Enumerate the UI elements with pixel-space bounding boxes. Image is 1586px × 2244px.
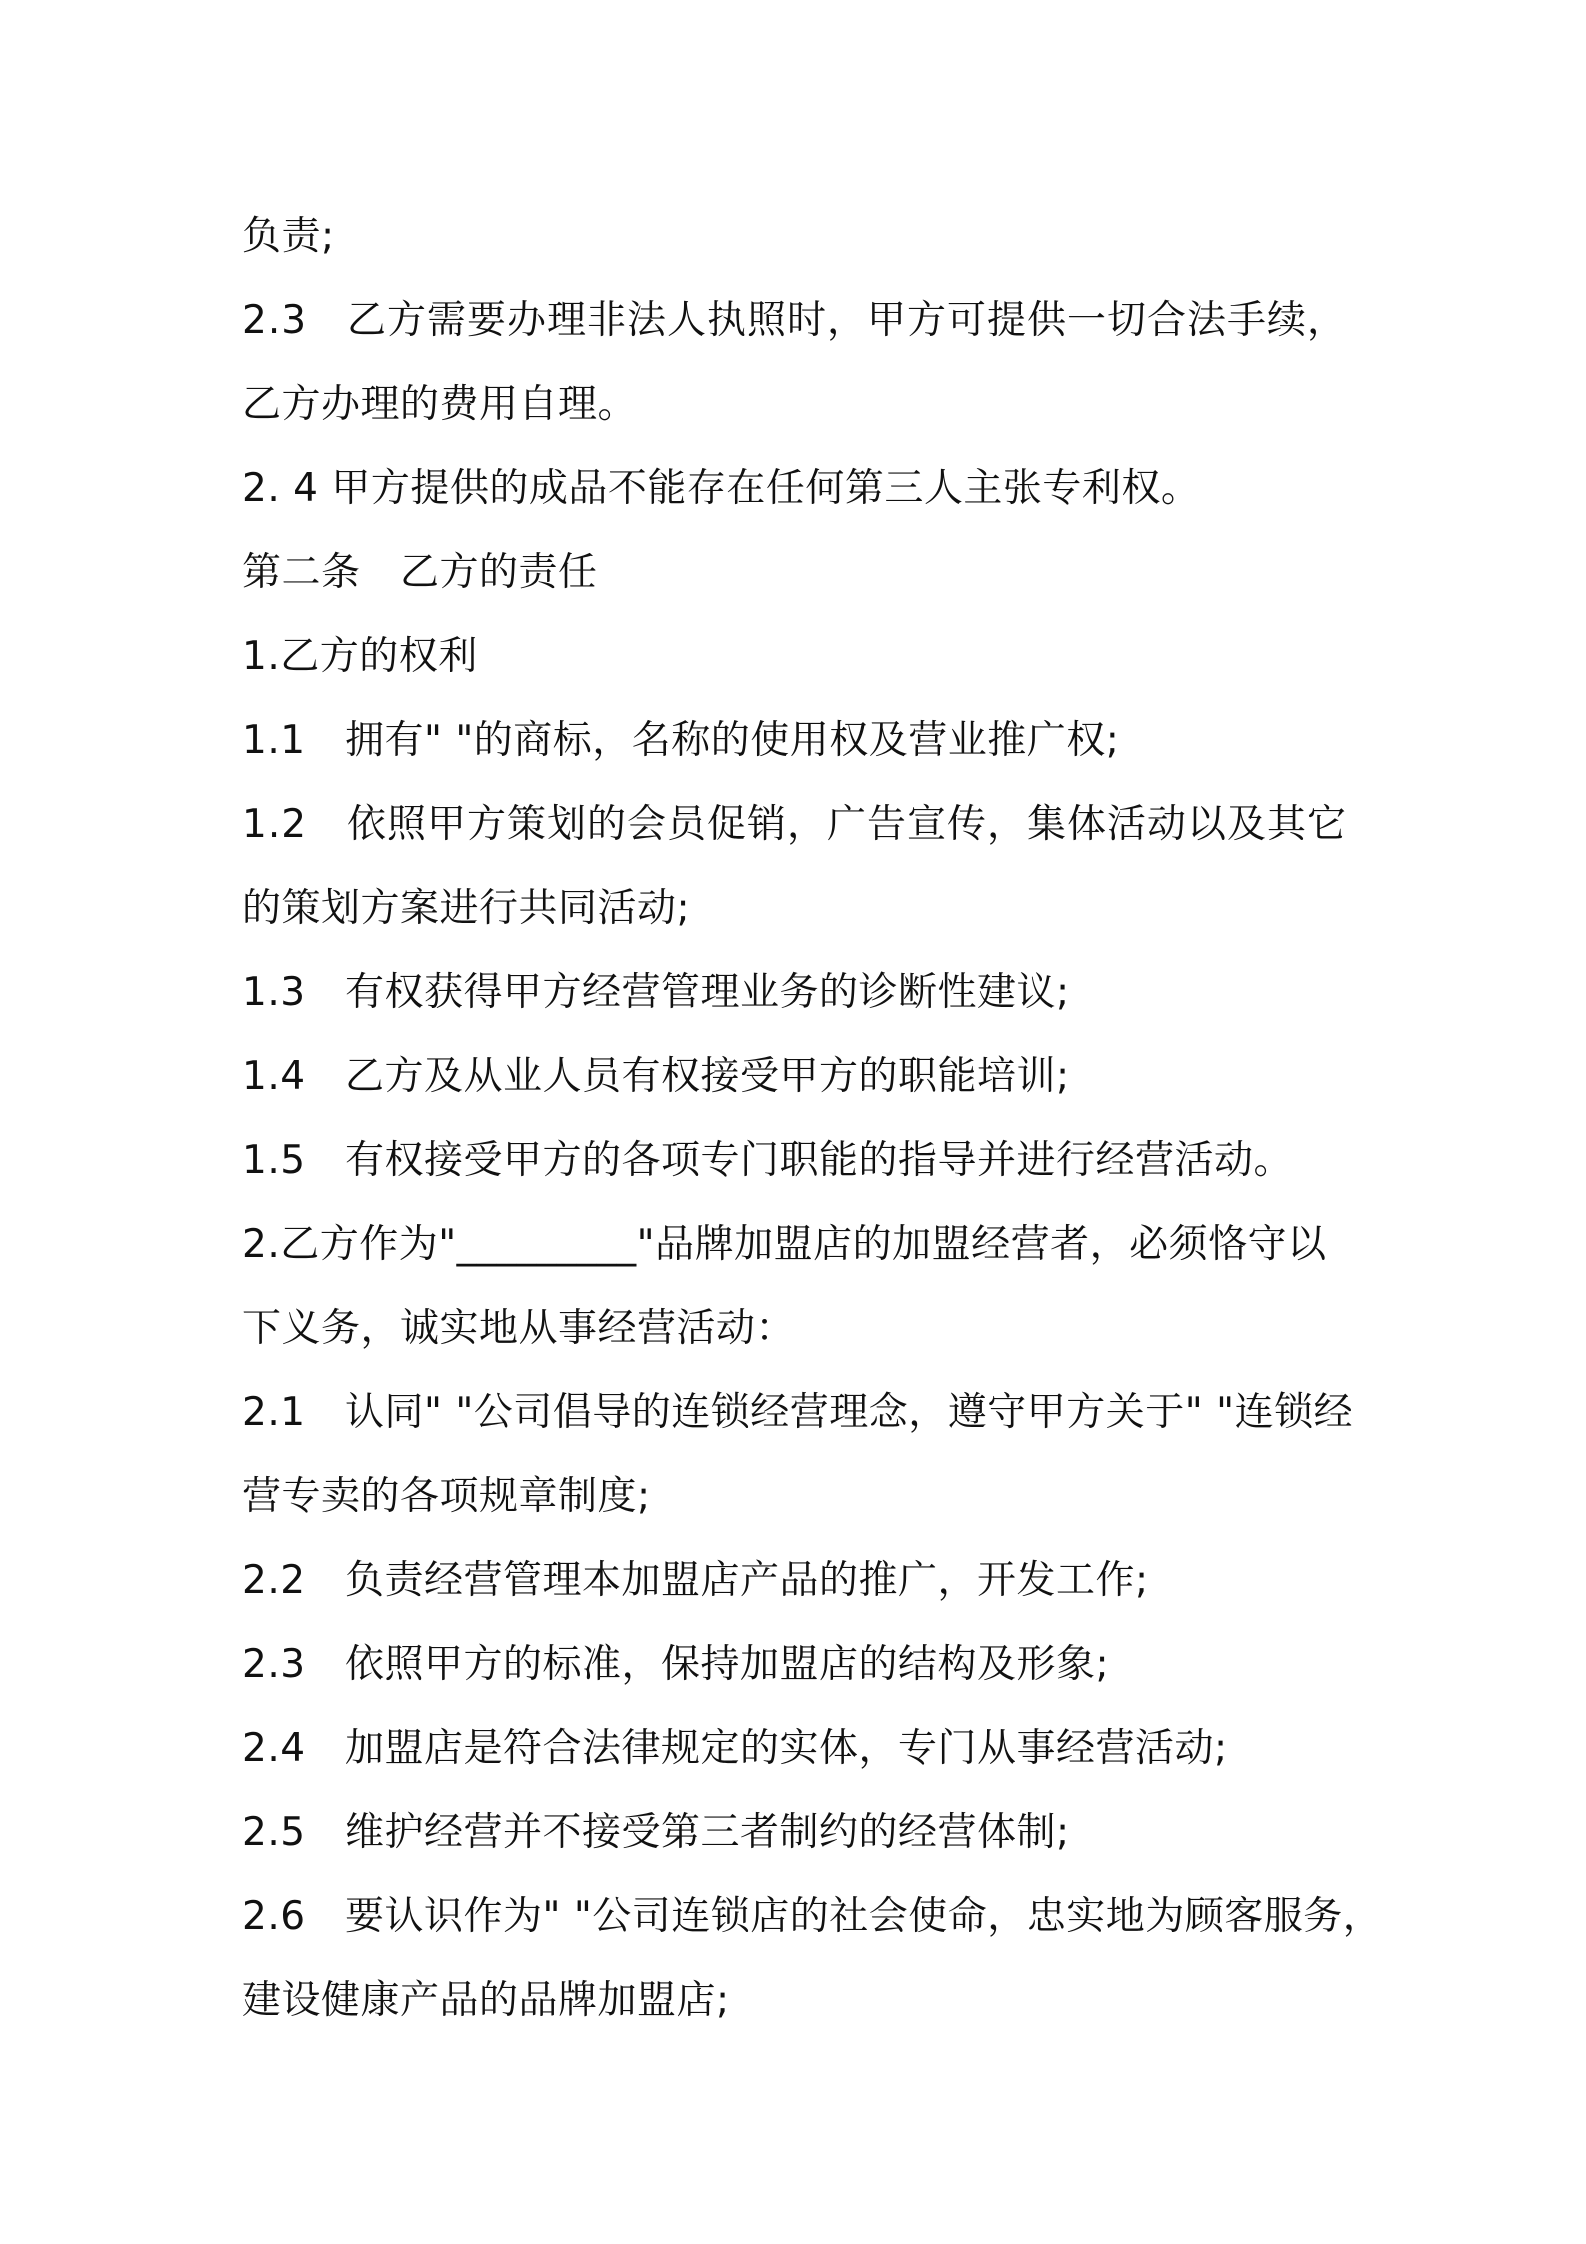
text-line: 乙方办理的费用自理。 [242,382,638,427]
subsection-heading: 1.乙方的权利 [242,634,478,679]
clause-line: 2.6 要认识作为" "公司连锁店的社会使命，忠实地为顾客服务， [242,1894,1383,1939]
clause-line: 2.2 负责经营管理本加盟店产品的推广，开发工作; [242,1558,1149,1603]
text-line: 建设健康产品的品牌加盟店; [242,1978,730,2023]
clause-line: 1.2 依照甲方策划的会员促销，广告宣传，集体活动以及其它 [242,802,1348,847]
text-line: 负责; [242,214,335,259]
clause-line: 2.3 乙方需要办理非法人执照时，甲方可提供一切合法手续， [242,298,1348,343]
clause-line: 1.3 有权获得甲方经营管理业务的诊断性建议; [242,970,1070,1015]
clause-line: 2.1 认同" "公司倡导的连锁经营理念，遵守甲方关于" "连锁经 [242,1390,1354,1435]
clause-line: 1.4 乙方及从业人员有权接受甲方的职能培训; [242,1054,1070,1099]
clause-line: 1.5 有权接受甲方的各项专门职能的指导并进行经营活动。 [242,1138,1294,1183]
document-body [242,195,1383,2043]
text-line: 的策划方案进行共同活动; [242,886,691,931]
subsection-heading: 2.乙方作为"_________"品牌加盟店的加盟经营者，必须恪守以 [242,1222,1327,1267]
clause-line: 2.4 加盟店是符合法律规定的实体，专门从事经营活动; [242,1726,1228,1771]
text-line: 下义务，诚实地从事经营活动： [242,1306,796,1351]
section-heading: 第二条 乙方的责任 [242,550,598,595]
clause-line: 2.3 依照甲方的标准，保持加盟店的结构及形象; [242,1642,1110,1687]
clause-line: 2. 4 甲方提供的成品不能存在任何第三人主张专利权。 [242,466,1201,511]
clause-line: 1.1 拥有" "的商标，名称的使用权及营业推广权; [242,718,1120,763]
clause-line: 2.5 维护经营并不接受第三者制约的经营体制; [242,1810,1070,1855]
text-line: 营专卖的各项规章制度; [242,1474,651,1519]
